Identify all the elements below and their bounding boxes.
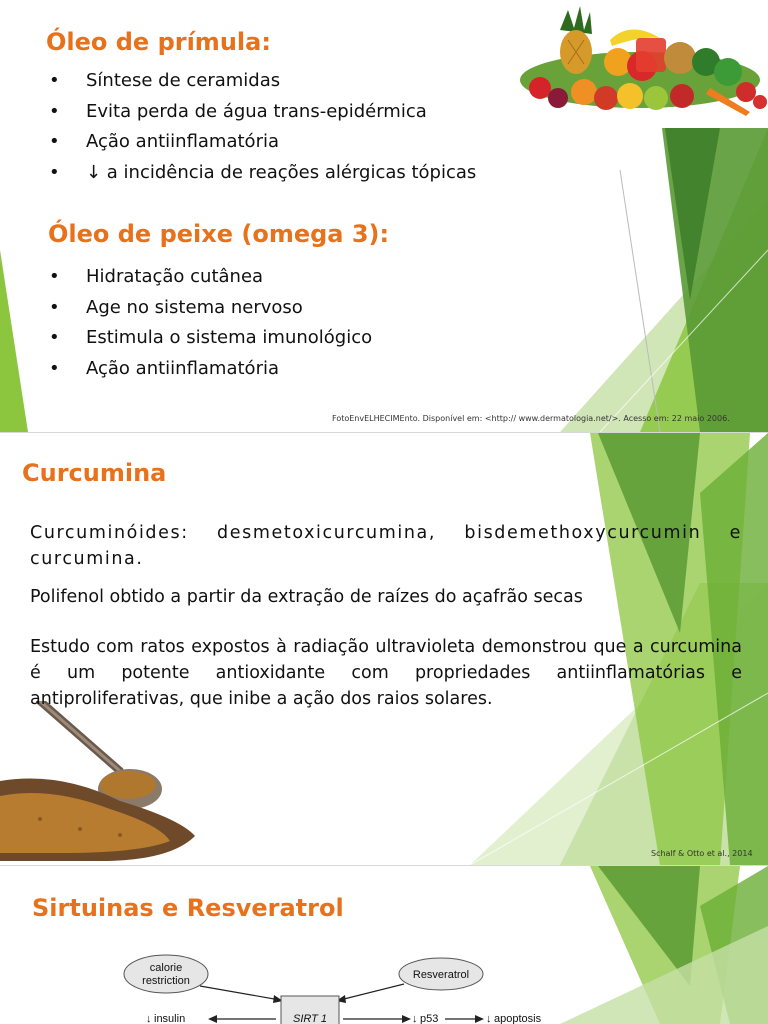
list-item: • Estimula o sistema imunológico [49,327,373,348]
section-title-sirtuinas: Sirtuinas e Resveratrol [32,894,344,922]
sirt1-label: SIRT 1 [292,1013,328,1024]
down-arrow-apoptosis: ↓ [486,1013,492,1024]
fruits-vegetables-image [510,0,768,125]
down-arrow-p53: ↓ [412,1013,418,1024]
source-citation: FotoEnvELHECIMEnto. Disponível em: <http:// www.dermatologia.net/>. Acesso em: 22 maio 2006. [332,414,730,423]
list-item: • Ação antiinflamatória [49,357,279,379]
calorie-label: calorie [149,962,183,974]
slide-sirtuinas [0,866,768,1024]
resveratrol-label: Resveratrol [412,969,470,981]
section-title-primula: Óleo de prímula: [46,28,271,56]
paragraph-curcuminoides: Curcuminóides: desmetoxicurcumina, bisdemethoxycurcumin e curcumina. [30,523,742,569]
restriction-label: restriction [142,975,190,987]
list-item: • Age no sistema nervoso [49,296,303,318]
section-title-curcumina: Curcumina [22,459,167,487]
paragraph-polifenol: Polifenol obtido a partir da extração de raízes do açafrão secas [30,587,583,607]
list-peixe [46,262,372,384]
source-citation: Schalf & Otto et al., 2014 [651,849,753,858]
arrow-resveratrol-sirt [340,984,404,1000]
insulin-label: insulin [154,1013,186,1024]
list-item: • ↓ a incidência de reações alérgicas tópicas [49,161,477,183]
section-title-peixe: Óleo de peixe (omega 3): [48,220,390,248]
list-item: • Síntese de ceramidas [49,70,281,91]
list-item: • Evita perda de água trans-epidérmica [49,100,427,122]
arrowhead [475,1015,484,1023]
down-arrow-insulin: ↓ [146,1013,152,1024]
p53-label: p53 [420,1013,439,1024]
apoptosis-label: apoptosis [494,1013,542,1024]
arrowhead [208,1015,217,1023]
arrow-calorie-sirt [200,986,280,1000]
arrowhead [402,1015,411,1023]
sirt1-diagram [0,866,768,1024]
list-item: • Hidratação cutânea [49,266,264,287]
slide-oleos [0,0,768,432]
list-item: • Ação antiinflamatória [49,131,279,152]
turmeric-spoon-image [0,701,200,865]
left-green-triangle [0,250,28,432]
slide-curcumina [0,433,768,865]
calorie-restriction-node [124,955,208,993]
paragraph-estudo: Estudo com ratos expostos à radiação ultravioleta demonstrou que a curcumina é um potente antioxidante com propriedades antiinflamatórias e antiproliferativas, que inibe a ação dos raios solares. [30,637,742,709]
list-primula [46,66,476,188]
